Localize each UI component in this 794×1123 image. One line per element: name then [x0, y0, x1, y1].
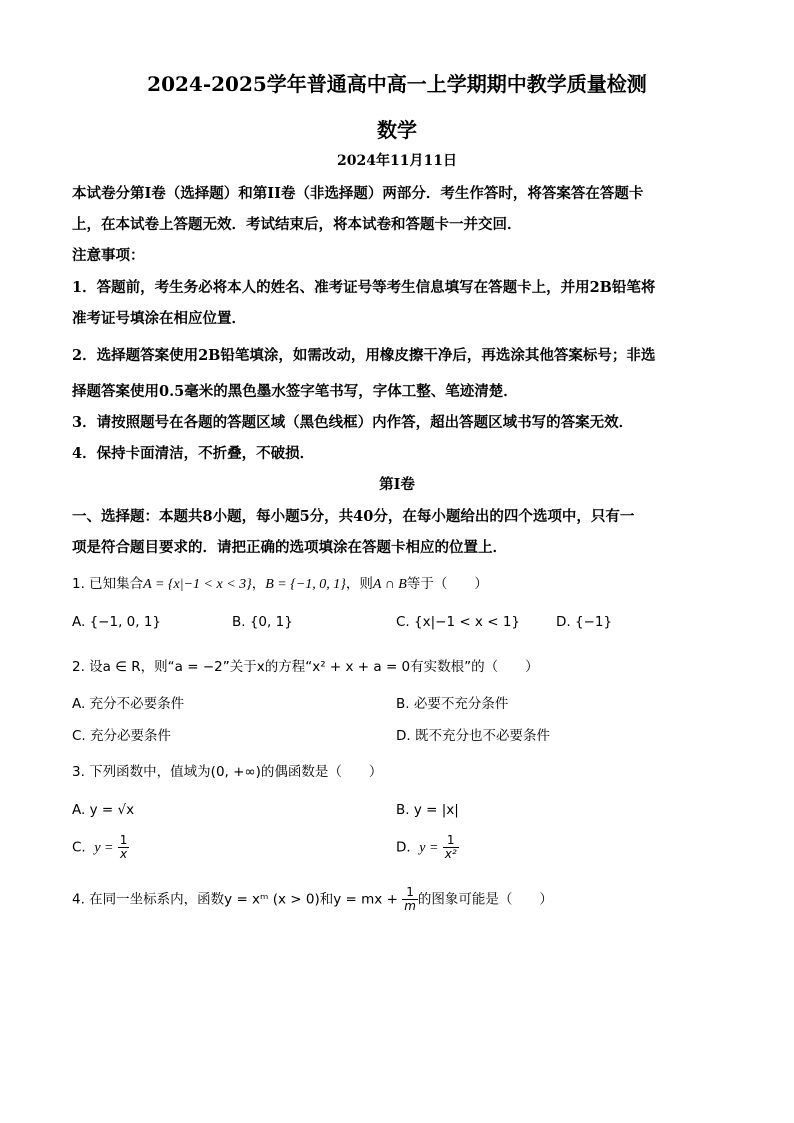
q3-option-c-fraction	[118, 834, 130, 861]
q2-option-d[interactable]: D. 既不充分也不必要条件	[396, 728, 550, 744]
q1-option-b[interactable]: B. {0, 1}	[232, 614, 293, 630]
q2-option-b[interactable]: B. 必要不充分条件	[396, 696, 509, 712]
q3-option-c-denominator: x	[120, 847, 128, 861]
question-1-stem	[72, 572, 488, 593]
note-1-line-2: 准考证号填涂在相应位置．	[72, 310, 246, 327]
q4-denominator: m	[404, 899, 416, 913]
q3-option-b[interactable]: B. y = |x|	[396, 802, 459, 818]
q3-option-d-denominator: x²	[444, 847, 457, 861]
q3-option-c-label: C.	[72, 839, 86, 856]
q3-option-d-fraction	[443, 834, 459, 861]
q1-set-b: B = {−1, 0, 1}	[265, 577, 346, 592]
exam-subject: 数学	[377, 118, 417, 142]
q3-option-c-numerator: 1	[119, 833, 128, 847]
q1-intersection: A ∩ B	[372, 577, 407, 592]
note-2-line-2: 择题答案使用0.5毫米的黑色墨水签字笔书写，字体工整、笔迹清楚．	[72, 383, 518, 400]
question-4-stem	[72, 886, 553, 913]
note-4: 4．保持卡面清洁，不折叠，不破损．	[72, 445, 315, 462]
section-1-line-1: 一、选择题：本题共8小题，每小题5分，共40分，在每小题给出的四个选项中，只有一	[72, 508, 635, 525]
note-2-line-1: 2．选择题答案使用2B铅笔填涂，如需改动，用橡皮擦干净后，再选涂其他答案标号；非选	[72, 347, 656, 364]
section-1-line-2: 项是符合题目要求的．请把正确的选项填涂在答题卡相应的位置上．	[72, 539, 507, 556]
intro-line-1: 本试卷分第I卷（选择题）和第II卷（非选择题）两部分．考生作答时，将答案答在答题卡	[72, 185, 644, 202]
question-2-stem: 2. 设a ∈ R，则“a = −2”关于x的方程“x² + x + a = 0有实数根”的（ ）	[72, 659, 539, 675]
q3-option-d[interactable]	[396, 834, 459, 861]
q3-option-c-lhs: y =	[94, 840, 114, 856]
q1-stem-c: ，则	[345, 576, 373, 592]
q2-option-c[interactable]: C. 充分必要条件	[72, 728, 172, 744]
q4-numerator: 1	[402, 886, 418, 900]
q2-option-a[interactable]: A. 充分不必要条件	[72, 696, 185, 712]
exam-date: 2024年11月11日	[337, 153, 457, 169]
q1-stem-b: ，	[251, 576, 266, 592]
question-3-stem: 3. 下列函数中，值域为(0, +∞)的偶函数是（ ）	[72, 764, 383, 780]
q3-option-a[interactable]: A. y = √x	[72, 802, 135, 818]
note-3: 3．请按照题号在各题的答题区域（黑色线框）内作答，超出答题区域书写的答案无效．	[72, 414, 634, 431]
q3-option-c[interactable]	[72, 834, 129, 861]
notes-heading: 注意事项：	[72, 247, 145, 264]
q1-option-d[interactable]: D. {−1}	[556, 614, 613, 630]
q1-stem-a: 1. 已知集合	[72, 576, 144, 592]
q3-option-d-numerator: 1	[443, 834, 459, 848]
q4-stem-a: 4. 在同一坐标系内，函数y = xᵐ (x > 0)和y = mx +	[72, 891, 398, 908]
q3-option-d-lhs: y =	[419, 840, 439, 856]
intro-line-2: 上，在本试卷上答题无效．考试结束后，将本试卷和答题卡一并交回．	[72, 216, 522, 233]
q1-option-a[interactable]: A. {−1, 0, 1}	[72, 614, 162, 630]
q1-option-c[interactable]: C. {x|−1 < x < 1}	[396, 614, 520, 630]
note-1-line-1: 1．答题前，考生务必将本人的姓名、准考证号等考生信息填写在答题卡上，并用2B铅笔将	[72, 279, 656, 296]
exam-title: 2024-2025学年普通高中高一上学期期中教学质量检测	[147, 72, 647, 96]
q1-stem-d: 等于（ ）	[406, 576, 488, 592]
volume-heading: 第I卷	[379, 476, 415, 493]
q4-fraction	[402, 886, 418, 913]
q4-stem-b: 的图象可能是（ ）	[417, 891, 553, 908]
q1-set-a: A = {x|−1 < x < 3}	[143, 577, 252, 592]
q3-option-d-label: D.	[396, 839, 411, 856]
